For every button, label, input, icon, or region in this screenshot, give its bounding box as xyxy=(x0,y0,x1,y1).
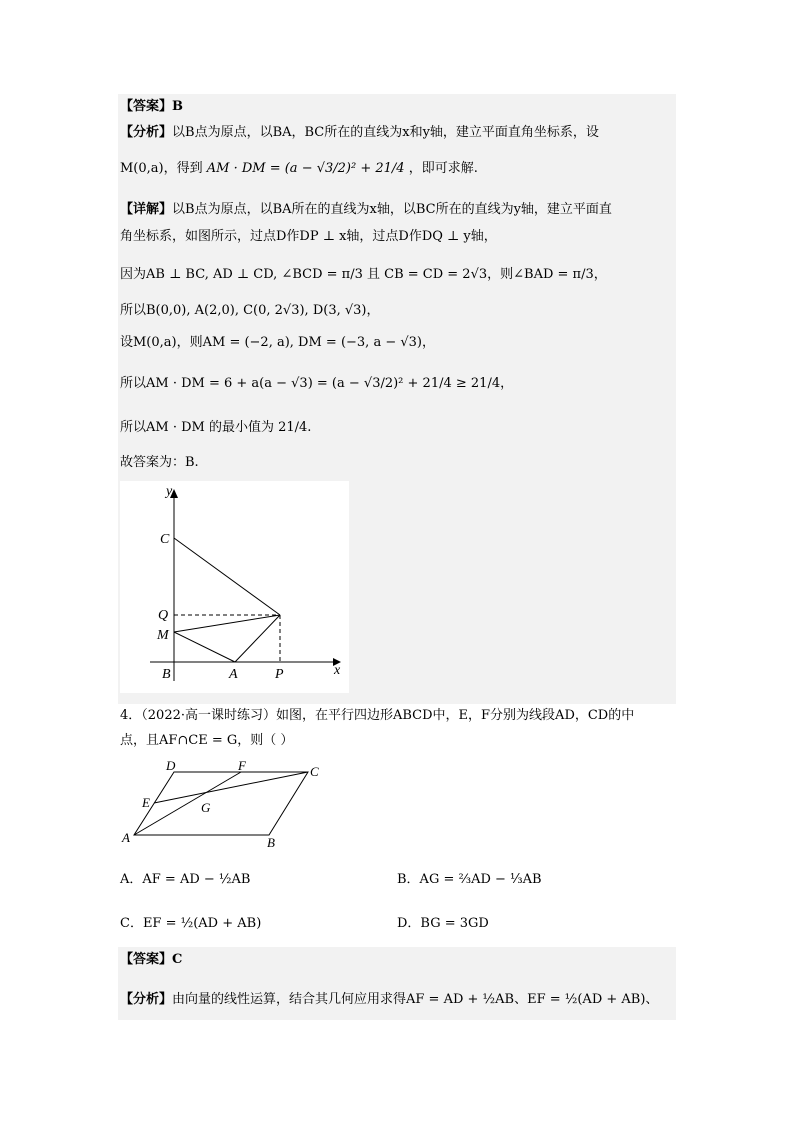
label-x: x xyxy=(334,663,341,678)
q3-detail-line3: 因为AB ⊥ BC, AD ⊥ CD, ∠BCD = π/3 且 CB = CD = 2√3，则∠BAD = π/3， xyxy=(120,267,607,282)
q3-detail-line6: 所以AM · DM = 6 + a(a − √3) = (a − √3/2)² + 21/4 ≥ 21/4， xyxy=(120,376,514,391)
q3-detail-line7: 所以AM · DM 的最小值为 21/4. xyxy=(120,420,312,435)
segment-CE xyxy=(154,772,308,803)
option-d: D．BG = 3GD xyxy=(397,916,489,931)
label-Q: Q xyxy=(158,608,169,623)
label-M: M xyxy=(157,628,169,643)
q3-detail-line1: 【详解】以B点为原点，以BA所在的直线为x轴，以BC所在的直线为y轴，建立平面直 xyxy=(120,202,612,217)
q3-analysis-line1: 【分析】以B点为原点，以BA，BC所在的直线为x和y轴，建立平面直角坐标系，设 xyxy=(120,125,599,140)
q4-stem-line2: 点，且AF∩CE = G，则（ ） xyxy=(120,733,294,748)
q3-analysis-line2: M(0,a)，得到 AM · DM = (a − √3/2)² + 21/4 ，即可求解. xyxy=(120,161,478,176)
segment-AF xyxy=(134,772,241,835)
label-D: D xyxy=(166,758,176,773)
option-b: B．AG = ⅔AD − ⅓AB xyxy=(397,872,542,887)
parallelogram-figure xyxy=(120,758,340,850)
option-a: A．AF = AD − ½AB xyxy=(120,872,251,887)
label-A: A xyxy=(229,667,238,682)
coordinate-figure-svg xyxy=(120,481,349,693)
label-P: P xyxy=(275,667,284,682)
q3-detail-line2: 角坐标系，如图所示，过点D作DP ⊥ x轴，过点D作DQ ⊥ y轴， xyxy=(120,229,497,244)
label-B: B xyxy=(162,667,171,682)
segment-MD xyxy=(174,615,280,632)
label-G: G xyxy=(201,800,211,815)
q4-answer: 【答案】C xyxy=(120,952,183,967)
option-c: C．EF = ½(AD + AB) xyxy=(120,916,262,931)
q3-answer: 【答案】B xyxy=(120,99,183,114)
label-E: E xyxy=(142,795,150,810)
q4-stem-line1: 4．（2022·高一课时练习）如图，在平行四边形ABCD中，E，F分别为线段AD，CD的中 xyxy=(120,708,635,723)
q3-detail-line5: 设M(0,a)，则AM = (−2, a), DM = (−3, a − √3)， xyxy=(120,335,435,350)
label-C2: C xyxy=(310,764,319,779)
label-y: y xyxy=(166,484,173,499)
label-F: F xyxy=(238,758,246,773)
segment-CD xyxy=(174,538,280,615)
label-C: C xyxy=(160,532,170,547)
parallelogram-ABCD xyxy=(134,772,308,835)
coordinate-figure xyxy=(120,481,349,693)
segment-MA xyxy=(174,632,235,662)
parallelogram-figure-svg xyxy=(120,758,340,850)
segment-DA xyxy=(235,615,280,662)
label-B2: B xyxy=(267,835,275,850)
q4-analysis-line1: 【分析】由向量的线性运算，结合其几何应用求得AF = AD + ½AB、EF = ½(AD + AB)、 xyxy=(120,992,659,1007)
q3-detail-line4: 所以B(0,0), A(2,0), C(0, 2√3), D(3, √3)， xyxy=(120,303,380,318)
q3-conclusion: 故答案为：B. xyxy=(120,455,199,470)
label-A2: A xyxy=(122,830,130,845)
